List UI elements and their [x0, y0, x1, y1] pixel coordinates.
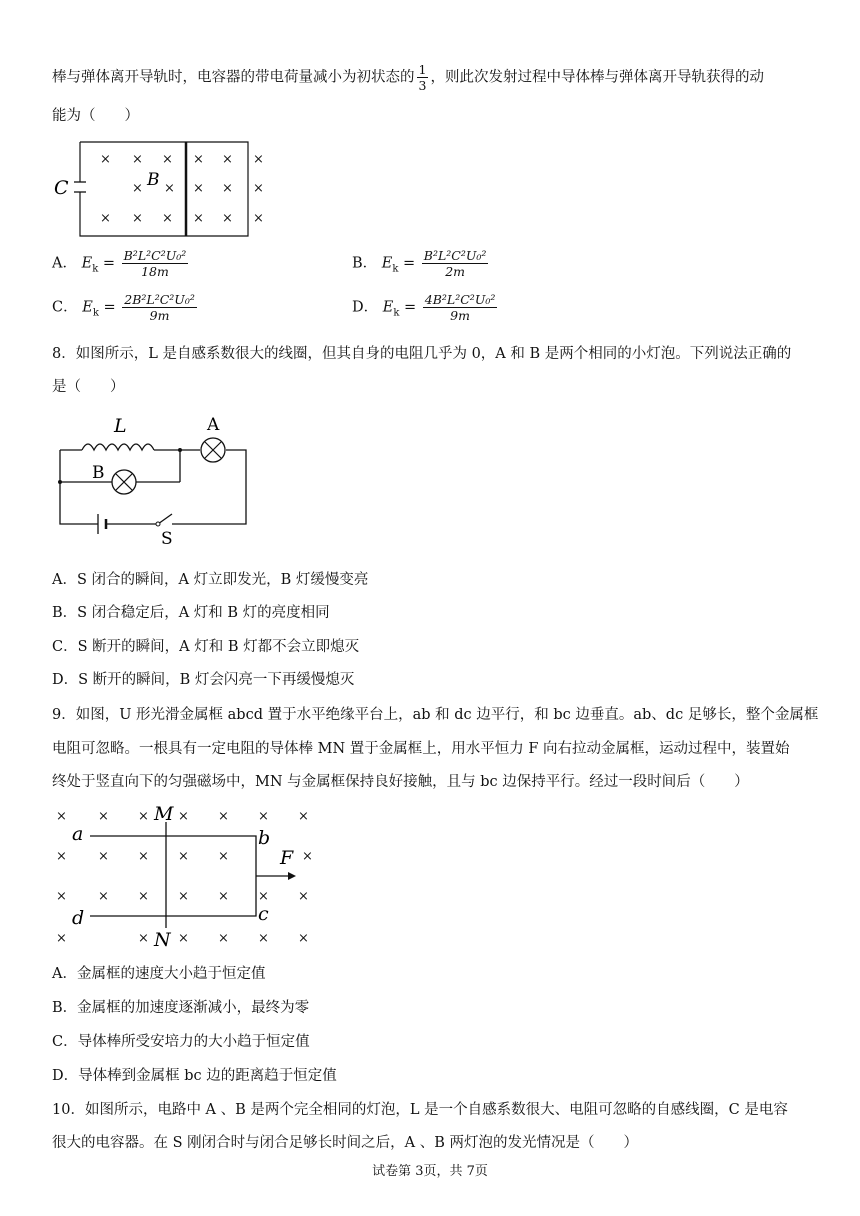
- svg-text:×: ×: [218, 849, 229, 864]
- svg-text:×: ×: [56, 849, 67, 864]
- q7-line2: 能为（ ）: [52, 108, 139, 124]
- svg-text:×: ×: [132, 211, 143, 226]
- q9-fig-label-N: N: [154, 929, 171, 950]
- svg-text:×: ×: [138, 809, 149, 824]
- svg-text:×: ×: [258, 889, 269, 904]
- svg-text:×: ×: [138, 849, 149, 864]
- svg-text:×: ×: [98, 809, 109, 824]
- svg-text:×: ×: [132, 152, 143, 167]
- svg-text:×: ×: [178, 931, 189, 946]
- svg-text:×: ×: [56, 889, 67, 904]
- svg-text:×: ×: [258, 809, 269, 824]
- svg-text:×: ×: [164, 181, 175, 196]
- svg-text:×: ×: [56, 931, 67, 946]
- svg-text:×: ×: [298, 931, 309, 946]
- svg-text:×: ×: [98, 889, 109, 904]
- svg-text:×: ×: [162, 211, 173, 226]
- q7-option-d[interactable]: D． $E_k$ = $\frac{\text{4B²L²C²U₀²}}{9m}$: [352, 292, 496, 323]
- svg-text:×: ×: [253, 211, 264, 226]
- q7-fig-label-B: B: [147, 170, 160, 190]
- svg-text:×: ×: [100, 152, 111, 167]
- q9-fig-label-b: b: [258, 827, 271, 849]
- svg-text:×: ×: [218, 889, 229, 904]
- q8-fig-label-A: A: [207, 415, 220, 435]
- svg-text:×: ×: [218, 931, 229, 946]
- q9-option-b[interactable]: B．金属框的加速度逐渐减小，最终为零: [52, 1000, 310, 1016]
- q8-line1: 8．如图所示，L 是自感系数很大的线圈，但其自身的电阻几乎为 0，A 和 B 是两个相同的小灯泡。下列说法正确的: [52, 346, 792, 362]
- svg-text:×: ×: [178, 809, 189, 824]
- svg-text:×: ×: [302, 849, 313, 864]
- q9-option-c[interactable]: C．导体棒所受安培力的大小趋于恒定值: [52, 1034, 310, 1050]
- svg-text:×: ×: [222, 211, 233, 226]
- q9-line3: 终处于竖直向下的匀强磁场中，MN 与金属框保持良好接触，且与 bc 边保持平行。经过一段时间后（ ）: [52, 774, 749, 790]
- svg-text:×: ×: [98, 849, 109, 864]
- svg-text:×: ×: [193, 152, 204, 167]
- svg-text:×: ×: [178, 889, 189, 904]
- q9-fig-label-c: c: [258, 903, 269, 925]
- svg-text:×: ×: [258, 931, 269, 946]
- q7-option-c[interactable]: C． $E_k$ = $\frac{\text{2B²L²C²U₀²}}{9m}$: [52, 292, 195, 323]
- fraction-one-third: $\frac{1}{3}$: [418, 62, 427, 93]
- q9-fig-label-F: F: [280, 847, 294, 869]
- q9-option-a[interactable]: A．金属框的速度大小趋于恒定值: [52, 966, 266, 982]
- q9-frame-figure: [50, 800, 330, 950]
- page-footer: 试卷第 3页，共 7页: [372, 1164, 488, 1179]
- svg-text:×: ×: [178, 849, 189, 864]
- q7-fig-label-C: C: [54, 177, 69, 199]
- q10-line2: 很大的电容器。在 S 刚闭合时与闭合足够长时间之后，A 、B 两灯泡的发光情况是（ ）: [52, 1135, 638, 1151]
- svg-text:×: ×: [298, 809, 309, 824]
- svg-text:×: ×: [222, 181, 233, 196]
- svg-text:×: ×: [193, 181, 204, 196]
- q10-line1: 10．如图所示，电路中 A 、B 是两个完全相同的灯泡，L 是一个自感系数很大、电阻可忽略的自感线圈，C 是电容: [52, 1102, 788, 1118]
- q9-option-d[interactable]: D．导体棒到金属框 bc 边的距离趋于恒定值: [52, 1068, 337, 1084]
- q8-option-a[interactable]: A．S 闭合的瞬间，A 灯立即发光，B 灯缓慢变亮: [52, 572, 369, 588]
- svg-text:×: ×: [218, 809, 229, 824]
- q7-option-a[interactable]: A． $E_k$ = $\frac{\text{B²L²C²U₀²}}{18m}$: [52, 248, 187, 279]
- svg-text:×: ×: [100, 211, 111, 226]
- svg-text:×: ×: [298, 889, 309, 904]
- svg-text:×: ×: [56, 809, 67, 824]
- q9-fig-label-d: d: [72, 907, 85, 929]
- q9-fig-label-M: M: [154, 803, 174, 825]
- svg-text:×: ×: [253, 152, 264, 167]
- q8-option-c[interactable]: C．S 断开的瞬间，A 灯和 B 灯都不会立即熄灭: [52, 639, 360, 655]
- svg-text:×: ×: [162, 152, 173, 167]
- q8-option-b[interactable]: B．S 闭合稳定后，A 灯和 B 灯的亮度相同: [52, 605, 330, 621]
- svg-text:×: ×: [253, 181, 264, 196]
- svg-text:×: ×: [138, 889, 149, 904]
- q8-option-d[interactable]: D．S 断开的瞬间，B 灯会闪亮一下再缓慢熄灭: [52, 672, 355, 688]
- svg-text:×: ×: [193, 211, 204, 226]
- q8-line2: 是（ ）: [52, 379, 125, 395]
- q7-line1: 棒与弹体离开导轨时，电容器的带电荷量减小为初状态的 $\frac{1}{3}$ ，则此次发射过程中导体棒与弹体离开导轨获得的动: [52, 62, 764, 93]
- q9-line2: 电阻可忽略。一根具有一定电阻的导体棒 MN 置于金属框上，用水平恒力 F 向右拉动金属框，运动过程中，装置始: [52, 741, 790, 757]
- svg-text:×: ×: [132, 181, 143, 196]
- q7-rail-figure: [50, 138, 280, 248]
- q9-fig-label-a: a: [72, 823, 84, 845]
- q8-circuit-figure: [50, 410, 260, 550]
- q8-fig-label-B: B: [92, 463, 105, 483]
- q8-fig-label-L: L: [114, 415, 127, 437]
- q7-option-b[interactable]: B． $E_k$ = $\frac{\text{B²L²C²U₀²}}{2m}$: [352, 248, 487, 279]
- q8-fig-label-S: S: [161, 529, 173, 549]
- svg-text:×: ×: [138, 931, 149, 946]
- svg-text:×: ×: [222, 152, 233, 167]
- q9-line1: 9．如图，U 形光滑金属框 abcd 置于水平绝缘平台上，ab 和 dc 边平行，和 bc 边垂直。ab、dc 足够长，整个金属框: [52, 707, 819, 723]
